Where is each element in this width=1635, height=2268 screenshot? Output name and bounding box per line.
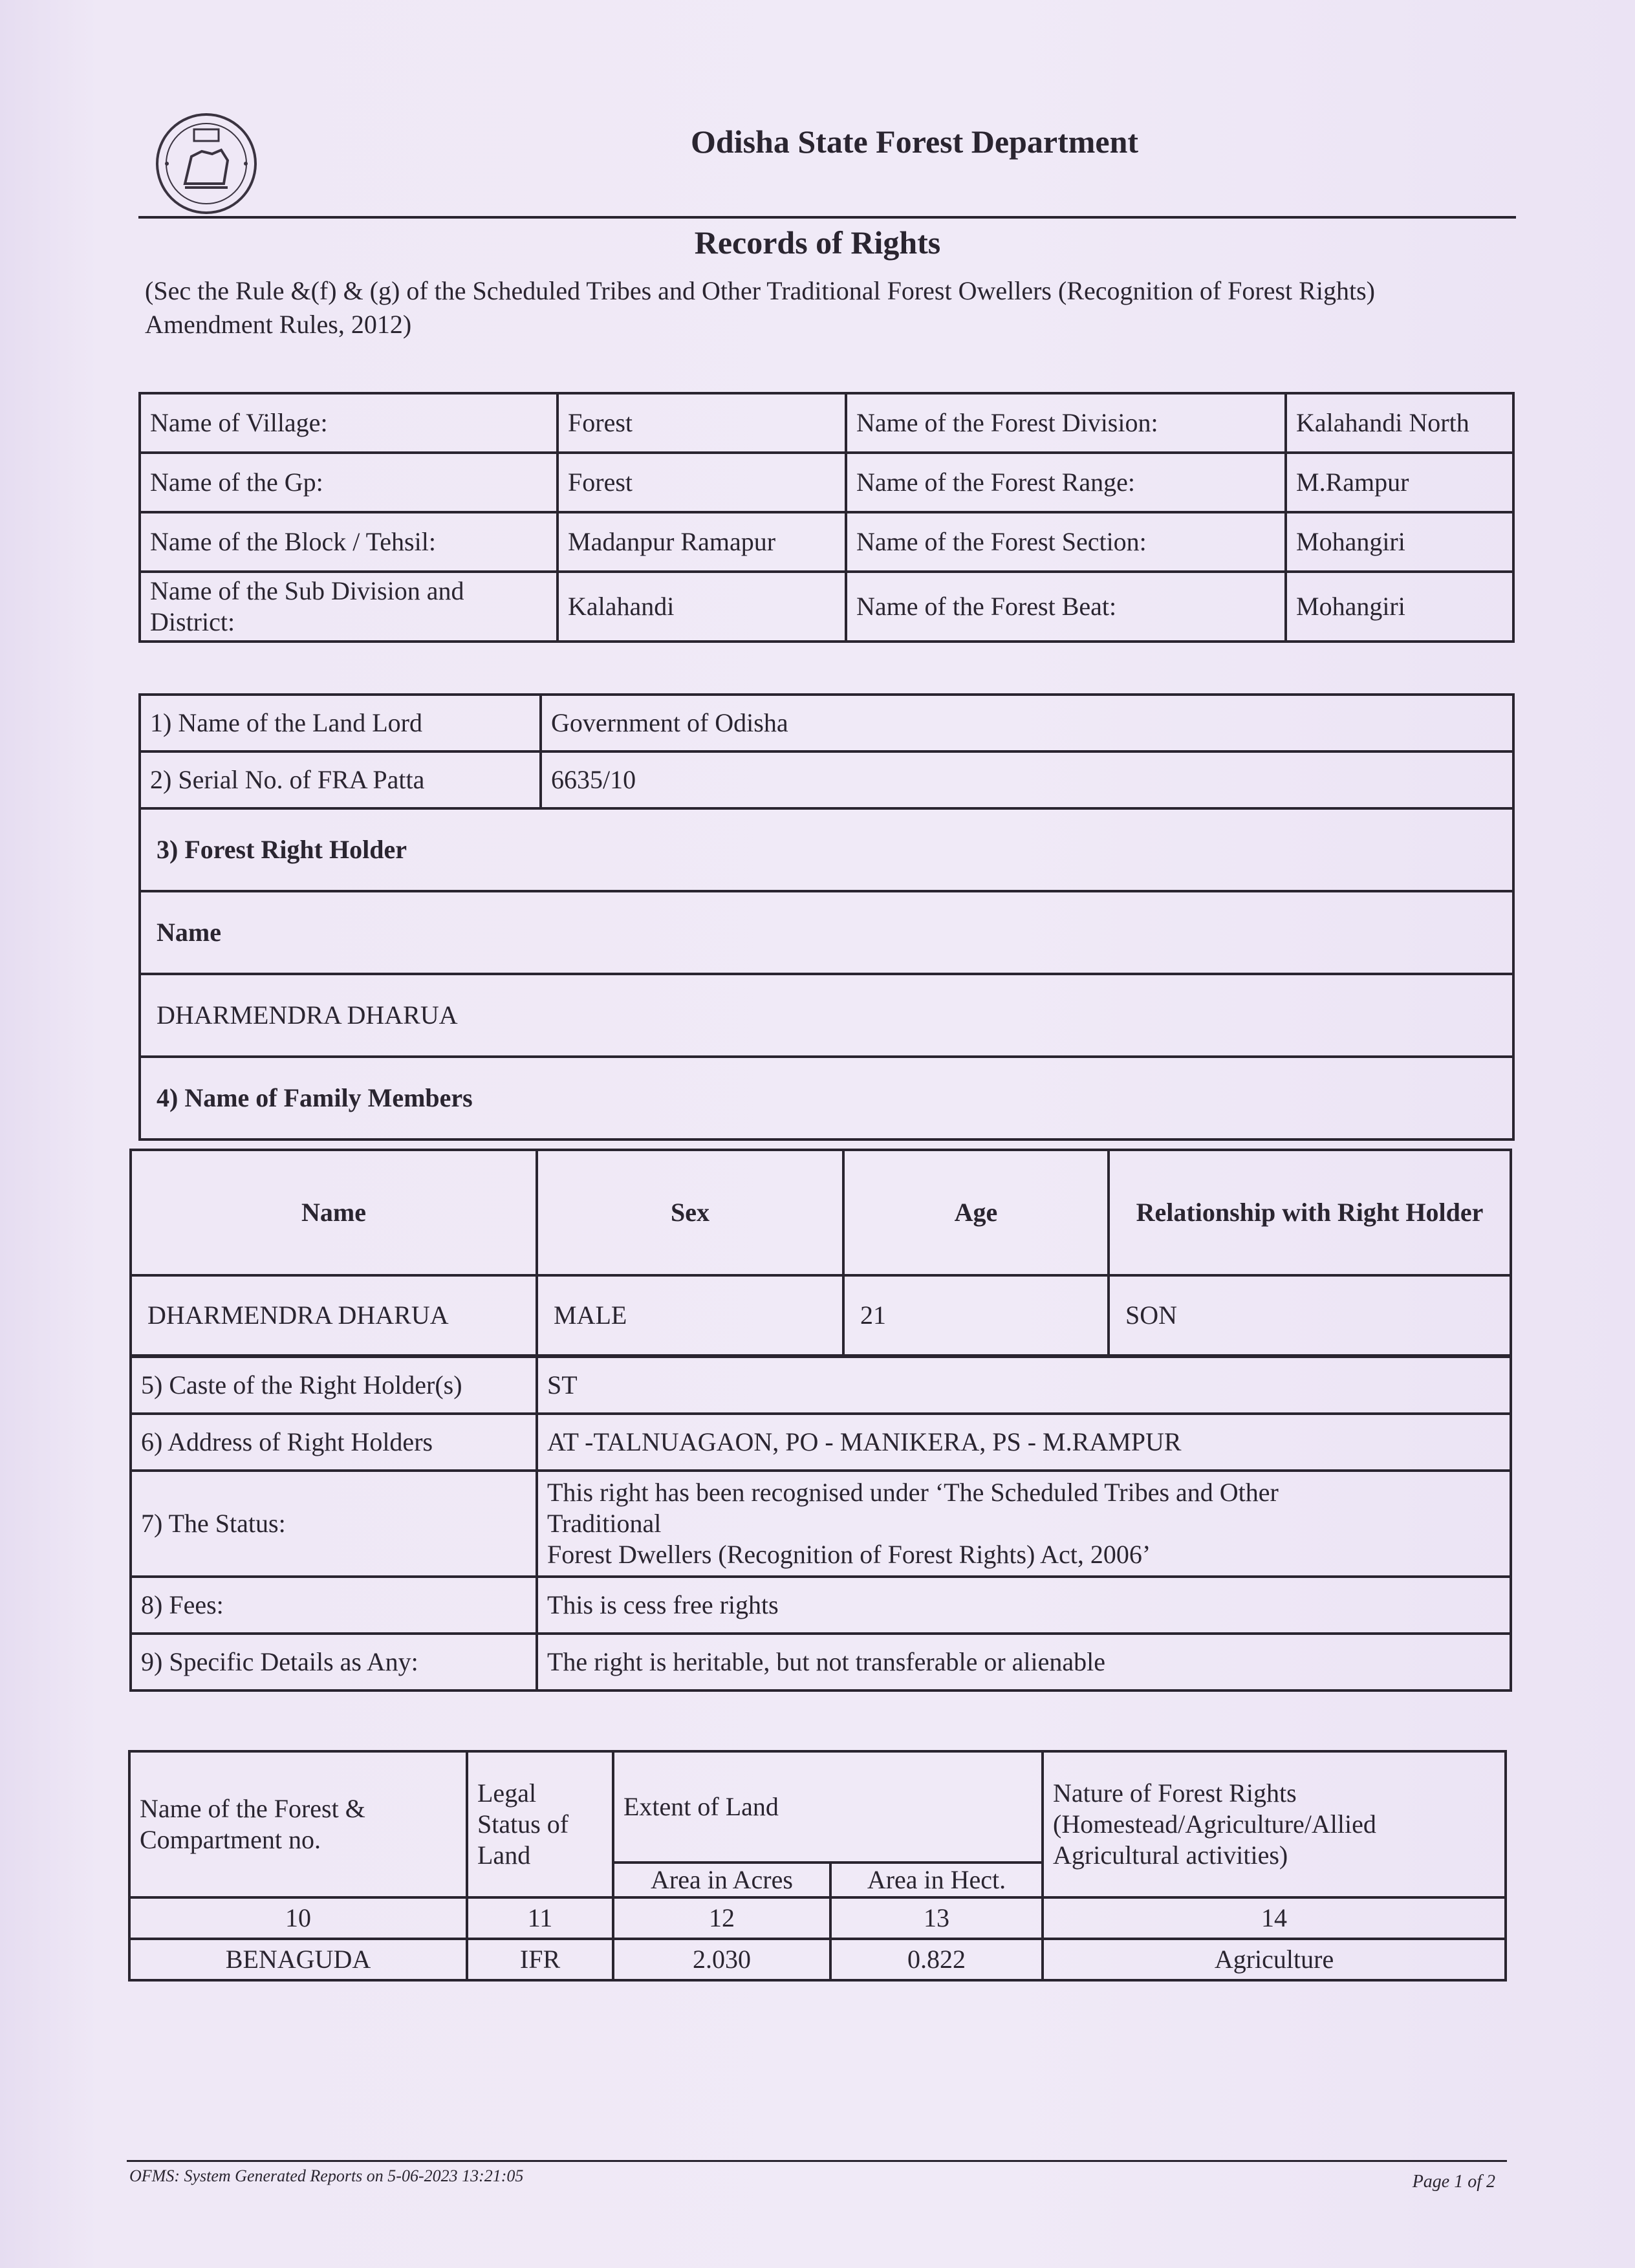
location-row [140, 512, 1513, 572]
detail-row [131, 1414, 1511, 1471]
status-value [537, 1471, 1511, 1577]
serial-label: 2) Serial No. of FRA Patta [140, 751, 541, 808]
detail-value: This is cess free rights [537, 1577, 1511, 1634]
holder-heading-row [140, 808, 1513, 891]
forest-compartment-header: Name of the Forest & Compartment no. [129, 1751, 467, 1897]
location-row [140, 393, 1513, 453]
forest-value: Kalahandi North [1286, 393, 1513, 453]
location-value: Madanpur Ramapur [558, 512, 846, 572]
member-age: 21 [843, 1275, 1109, 1355]
column-number: 14 [1043, 1897, 1506, 1939]
location-label: Name of the Gp: [140, 453, 558, 512]
hect-header: Area in Hect. [830, 1863, 1043, 1897]
land-lord-label: 1) Name of the Land Lord [140, 695, 541, 751]
detail-value: ST [537, 1357, 1511, 1414]
location-value: Kalahandi [558, 572, 846, 642]
extent-header: Extent of Land [613, 1751, 1043, 1863]
nature-header: Nature of Forest Rights (Homestead/Agriculture/Allied Agricultural activities) [1043, 1751, 1506, 1897]
forest-label: Name of the Forest Range: [846, 453, 1286, 512]
serial-row [140, 751, 1513, 808]
family-table [129, 1149, 1512, 1357]
record-table [138, 693, 1515, 1141]
forest-label: Name of the Forest Division: [846, 393, 1286, 453]
detail-label: 7) The Status: [131, 1471, 537, 1577]
detail-row [131, 1357, 1511, 1414]
location-label: Name of the Sub Division and District: [140, 572, 558, 642]
forest-label: Name of the Forest Beat: [846, 572, 1286, 642]
holder-heading: 3) Forest Right Holder [140, 808, 1513, 891]
detail-row [131, 1577, 1511, 1634]
member-name: DHARMENDRA DHARUA [131, 1275, 537, 1355]
details-table [129, 1355, 1512, 1692]
land-value-row [129, 1939, 1506, 1980]
forest-value: Mohangiri [1286, 572, 1513, 642]
family-heading: 4) Name of Family Members [140, 1057, 1513, 1139]
acres-header: Area in Acres [613, 1863, 830, 1897]
location-label: Name of Village: [140, 393, 558, 453]
location-value: Forest [558, 453, 846, 512]
land-table [128, 1750, 1507, 1982]
land-lord-value: Government of Odisha [541, 695, 1513, 751]
detail-label: 6) Address of Right Holders [131, 1414, 537, 1471]
footer-divider [127, 2160, 1507, 2162]
holder-name-row [140, 974, 1513, 1057]
status-line: This right has been recognised under ‘The Scheduled Tribes and Other [547, 1478, 1279, 1507]
location-label: Name of the Block / Tehsil: [140, 512, 558, 572]
family-header-row [131, 1150, 1511, 1275]
column-number: 12 [613, 1897, 830, 1939]
column-header: Age [843, 1150, 1109, 1275]
location-row [140, 572, 1513, 642]
family-heading-row [140, 1057, 1513, 1139]
forest-label: Name of the Forest Section: [846, 512, 1286, 572]
land-lord-row [140, 695, 1513, 751]
location-table [138, 392, 1515, 643]
status-line: Traditional [547, 1509, 662, 1538]
detail-label: 5) Caste of the Right Holder(s) [131, 1357, 537, 1414]
forest-value: M.Rampur [1286, 453, 1513, 512]
serial-value: 6635/10 [541, 751, 1513, 808]
column-header: Name [131, 1150, 537, 1275]
document-title: Records of Rights [694, 224, 941, 261]
family-member-row [131, 1275, 1511, 1355]
name-heading: Name [140, 891, 1513, 974]
forest-name: BENAGUDA [129, 1939, 467, 1980]
member-relationship: SON [1109, 1275, 1511, 1355]
location-value: Forest [558, 393, 846, 453]
detail-label: 9) Specific Details as Any: [131, 1634, 537, 1690]
status-line: Forest Dwellers (Recognition of Forest Rights) Act, 2006’ [547, 1540, 1151, 1569]
detail-value: The right is heritable, but not transferable or alienable [537, 1634, 1511, 1690]
column-number: 10 [129, 1897, 467, 1939]
legal-status-header: Legal Status of Land [467, 1751, 613, 1897]
detail-row [131, 1634, 1511, 1690]
generated-note: OFMS: System Generated Reports on 5-06-2023 13:21:05 [129, 2166, 524, 2185]
name-heading-row [140, 891, 1513, 974]
column-number: 13 [830, 1897, 1043, 1939]
odisha-emblem-seal-icon [154, 111, 259, 216]
header-divider [138, 216, 1516, 219]
area-hect: 0.822 [830, 1939, 1043, 1980]
column-number-row [129, 1897, 1506, 1939]
detail-value: AT -TALNUAGAON, PO - MANIKERA, PS - M.RAMPUR [537, 1414, 1511, 1471]
area-acres: 2.030 [613, 1939, 830, 1980]
rule-reference: (Sec the Rule &(f) & (g) of the Scheduled Tribes and Other Traditional Forest Owellers (Recognition of Forest Rights) Amendment Rules, 2012) [145, 276, 1375, 339]
page-number: Page 1 of 2 [1412, 2172, 1495, 2192]
member-sex: MALE [537, 1275, 843, 1355]
land-header-row [129, 1751, 1506, 1863]
detail-row [131, 1471, 1511, 1577]
legal-status: IFR [467, 1939, 613, 1980]
forest-value: Mohangiri [1286, 512, 1513, 572]
department-title: Odisha State Forest Department [691, 124, 1139, 160]
holder-name: DHARMENDRA DHARUA [140, 974, 1513, 1057]
nature-of-rights: Agriculture [1043, 1939, 1506, 1980]
column-number: 11 [467, 1897, 613, 1939]
column-header: Relationship with Right Holder [1109, 1150, 1511, 1275]
detail-label: 8) Fees: [131, 1577, 537, 1634]
location-row [140, 453, 1513, 512]
column-header: Sex [537, 1150, 843, 1275]
